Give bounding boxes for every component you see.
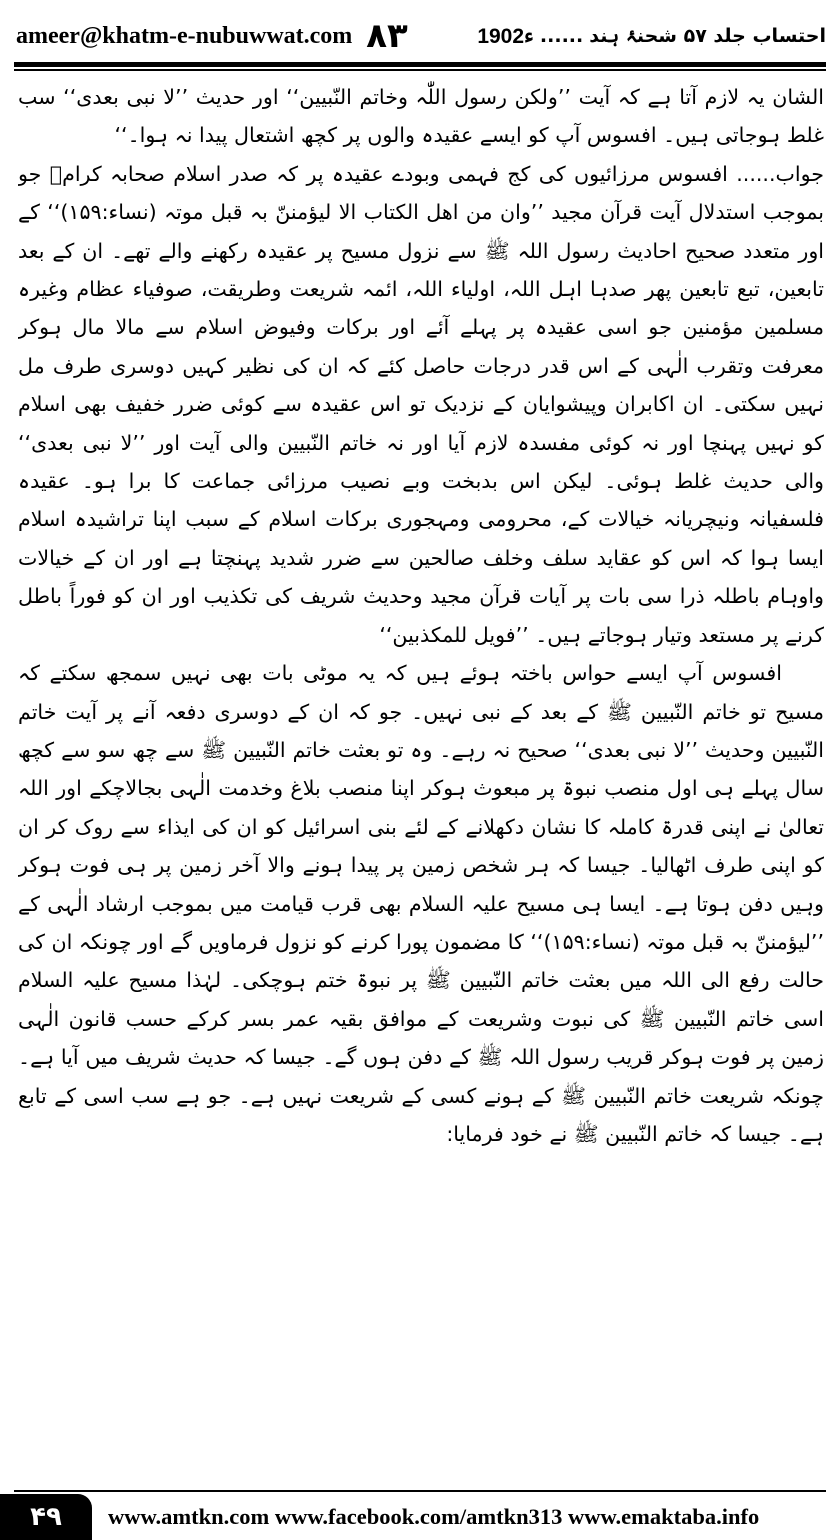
header-email[interactable]: ameer@khatm-e-nubuwwat.com	[16, 22, 353, 49]
folio-number: ۴۹	[0, 1494, 92, 1540]
header-rule-thick	[14, 62, 826, 67]
page-header	[16, 14, 826, 58]
header-right	[477, 24, 826, 49]
paragraph-2: جواب...... افسوس مرزائیوں کی کج فہمی وبودے عقیدہ پر کہ صدر اسلام صحابہ کرامؓ جو بموجب استدلال آیت قرآن مجید ’’وان من اھل الکتاب الا لیؤمننّ بہ قبل موتہ (نساء:۱۵۹)‘‘ کے اور متعدد صحیح احادیث رسول اللہ ﷺ سے نزول مسیح پر عقیدہ رکھنے والے تھے۔ ان کے بعد تابعین، تبع تابعین پھر صدہا اہل اللہ، اولیاء اللہ، ائمہ شریعت وطریقت، صوفیاء عظام وغیرہ مسلمین مؤمنین جو اسی عقیدہ پر پہلے آئے اور برکات وفیوض اسلام سے مالا مال ہوکر معرفت وتقرب الٰہی کے اس قدر درجات حاصل کئے کہ ان کی نظیر کہیں دوسری طرف مل نہیں سکتی۔ ان اکابران وپیشوایان کے نزدیک تو اس عقیدہ سے کوئی ضرر خفیف بھی اسلام کو نہیں پہنچا اور نہ کوئی مفسدہ لازم آیا اور نہ خاتم النّبیین والی آیت اور ’’لا نبی بعدی‘‘ والی حدیث غلط ہوئی۔ لیکن اس بدبخت وبے نصیب مرزائی جماعت کا برا ہو۔ عقیدہ فلسفیانہ ونیچریانہ خیالات کے، محرومی ومہجوری برکات اسلام کے سبب اپنا تراشیدہ اسلام ایسا ہوا کہ اس کو عقاید سلف وخلف صالحین سے ضرر شدید پہنچتا ہے اور ان کے خیالات واوہام باطلہ ذرا سی بات پر آیات قرآن مجید وحدیث شریف کی تکذیب اور ان کو فوراً باطل کرنے پر مستعد وتیار ہوجاتے ہیں۔ ’’فویل للمکذبین‘‘	[18, 161, 824, 647]
header-dots: ......	[539, 25, 584, 47]
footer-websites[interactable]: www.amtkn.com www.facebook.com/amtkn313 www.emaktaba.info	[108, 1504, 760, 1529]
book-title: احتساب جلد ۵۷ شحنۂ ہند	[589, 25, 826, 47]
page-number: ۸۳	[366, 16, 408, 56]
paragraph-3: افسوس آپ ایسے حواس باختہ ہوئے ہیں کہ یہ موٹی بات بھی نہیں سمجھ سکتے کہ مسیح تو خاتم النّبیین ﷺ کے بعد کے نبی نہیں۔ جو کہ ان کے دوسری دفعہ آنے پر آیت خاتم النّبیین وحدیث ’’لا نبی بعدی‘‘ صحیح نہ رہے۔ وہ تو بعثت خاتم النّبیین ﷺ سے چھ سو سے کچھ سال پہلے ہی اول منصب نبوۃ پر مبعوث ہوکر اپنا منصب بلاغ وخدمت الٰہی بجالاچکے اور اللہ تعالیٰ نے اپنی قدرۃ کاملہ کا نشان دکھلانے کے لئے بنی اسرائیل کو ان کی ایذاء سے روک کر ان کو اپنی طرف اٹھالیا۔ جیسا کہ ہر شخص زمین پر پیدا ہونے والا آخر زمین پر ہی فوت ہوکر وہیں دفن ہوتا ہے۔ ایسا ہی مسیح علیہ السلام بھی قرب قیامت میں بموجب ارشاد الٰہی کے ’’لیؤمننّ بہ قبل موتہ (نساء:۱۵۹)‘‘ کا مضمون پورا کرنے کو نزول فرماویں گے اور چونکہ ان کی حالت رفع الی اللہ میں بعثت خاتم النّبیین ﷺ پر نبوۃ ختم ہوچکی۔ لہٰذا مسیح علیہ السلام اسی خاتم النّبیین ﷺ کی نبوت وشریعت کے موافق بقیہ عمر بسر کرکے حسب قانون الٰہی زمین پر فوت ہوکر قریب رسول اللہ ﷺ کے دفن ہوں گے۔ جیسا کہ حدیث شریف میں آیا ہے۔ چونکہ شریعت خاتم النّبیین ﷺ کے ہونے کسی کے شریعت نہیں ہے۔ جو ہے سب اسی کے تابع ہے۔ جیسا کہ خاتم النّبیین ﷺ نے خود فرمایا:	[18, 661, 824, 1146]
footer-rule	[14, 1490, 826, 1492]
paragraph-1: الشان یہ لازم آتا ہے کہ آیت ’’ولکن رسول اللّٰہ وخاتم النّبیین‘‘ اور حدیث ’’لا نبی بعدی‘‘ سب غلط ہوجاتی ہیں۔ افسوس آپ کو ایسے عقیدہ والوں پر کچھ اشتعال پیدا نہ ہوا۔‘‘	[18, 85, 824, 148]
header-year: 1902ء	[477, 24, 534, 48]
page-body	[18, 78, 824, 1483]
header-left	[16, 16, 408, 56]
header-rule-thin	[14, 69, 826, 71]
